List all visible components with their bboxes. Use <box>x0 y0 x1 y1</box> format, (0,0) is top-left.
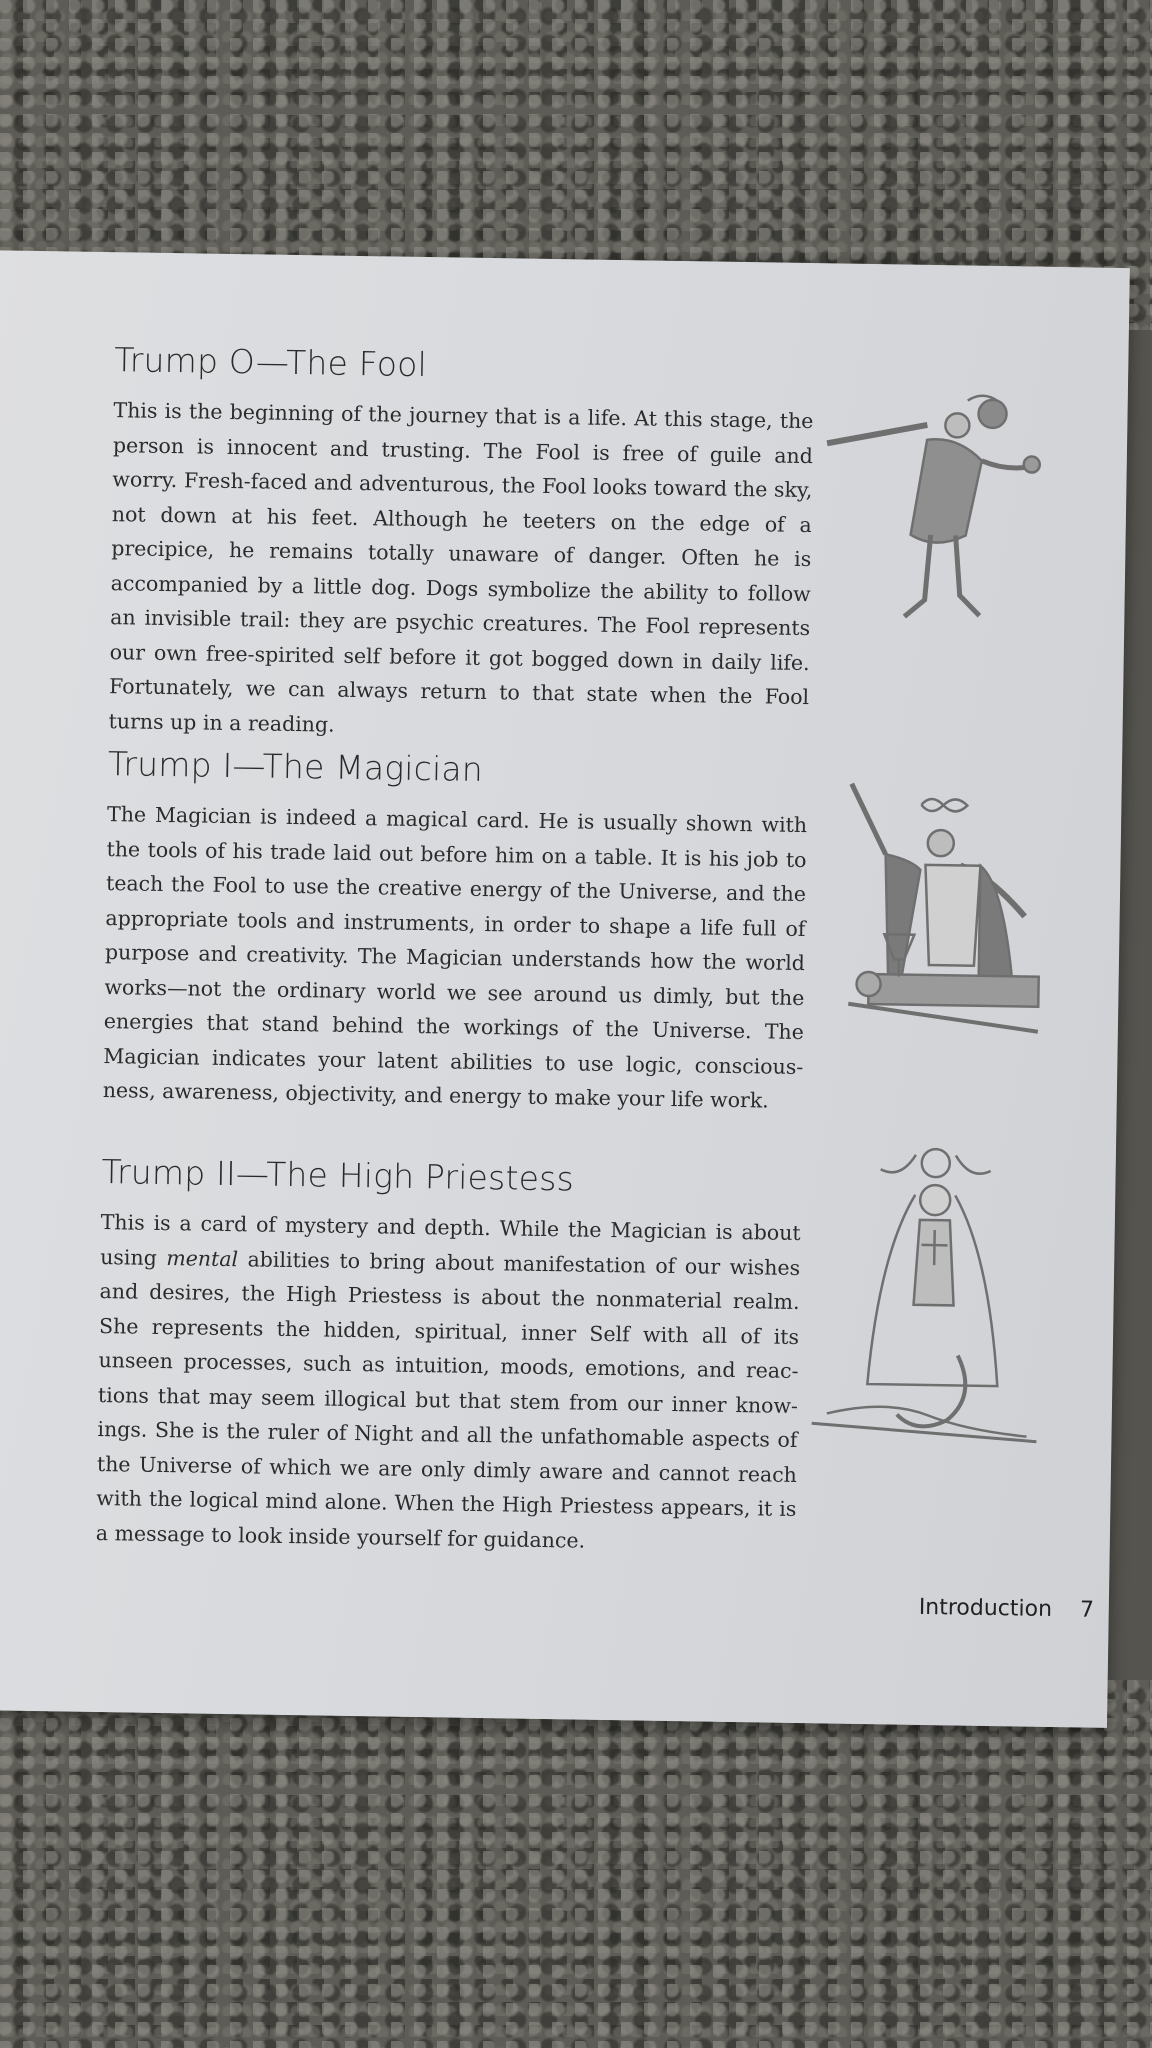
footer-section-title: Introduction <box>918 1594 1053 1623</box>
text-before-emphasis: This is a card of mystery and depth. While the Magician is about using <box>100 1210 801 1270</box>
book-page <box>0 250 1130 1728</box>
paragraph-high-priestess <box>96 1205 801 1561</box>
section-fool <box>108 340 814 749</box>
section-high-priestess <box>96 1152 802 1561</box>
carpet-background-bottom <box>0 1680 1152 2048</box>
page-number: 7 <box>1079 1597 1095 1623</box>
emphasized-word: mental <box>166 1245 239 1271</box>
text-after-emphasis: abilities to bring about manifestation of our wishes and desires, the High Priestess is about the nonmaterial realm. She represents the hidden, spiritual, inner Self with all of its unseen processes, such as intuition, moods, emotions, and reac-tions that may seem illogical but that stem from our inner know-ings. She is the ruler of Night and all the unfathomable aspects of the Universe of which we are only dimly aware and cannot reach with the logical mind alone. When the High Priestess appears, it is a message to look inside yourself for guidance. <box>95 1246 801 1553</box>
fool-illustration <box>814 383 1048 647</box>
page-footer <box>919 1595 1095 1623</box>
magician-illustration <box>827 763 1062 1067</box>
section-magician <box>103 744 809 1118</box>
heading-fool: Trump O—The Fool <box>113 340 428 385</box>
heading-magician: Trump I—The Magician <box>107 744 484 789</box>
high-priestess-illustration <box>806 1133 1061 1467</box>
paragraph-fool: This is the beginning of the journey that is a life. At this stage, the person is innocent and trusting. The Fool is free of guile and worry. Fresh-faced and adventurous, the Fool looks toward the sky, not down at his feet. Although he teeters on the edge of a precipice, he remains totally unaware of danger. Often he is accompanied by a little dog. Dogs symbolize the ability to follow an invisible trail: they are psychic creatures. The Fool represents our own free-spirited self before it got bogged down in daily life. Fortunately, we can always return to that state when the Fool turns up in a reading. <box>108 398 814 737</box>
heading-high-priestess: Trump II—The High Priestess <box>101 1152 575 1199</box>
paragraph-magician: The Magician is indeed a magical card. He is usually shown with the tools of his trade laid out before him on a table. It is his job to teach the Fool to use the creative energy of the Universe, and the appropriate tools and instruments, in order to shape a life full of purpose and creativity. The Magician understands how the world works—not the ordinary world we see around us dimly, but the energies that stand behind the workings of the Universe. The Magician indicates your latent abilities to use logic, conscious-ness, awareness, objectivity, and energy to make your life work. <box>102 802 808 1113</box>
